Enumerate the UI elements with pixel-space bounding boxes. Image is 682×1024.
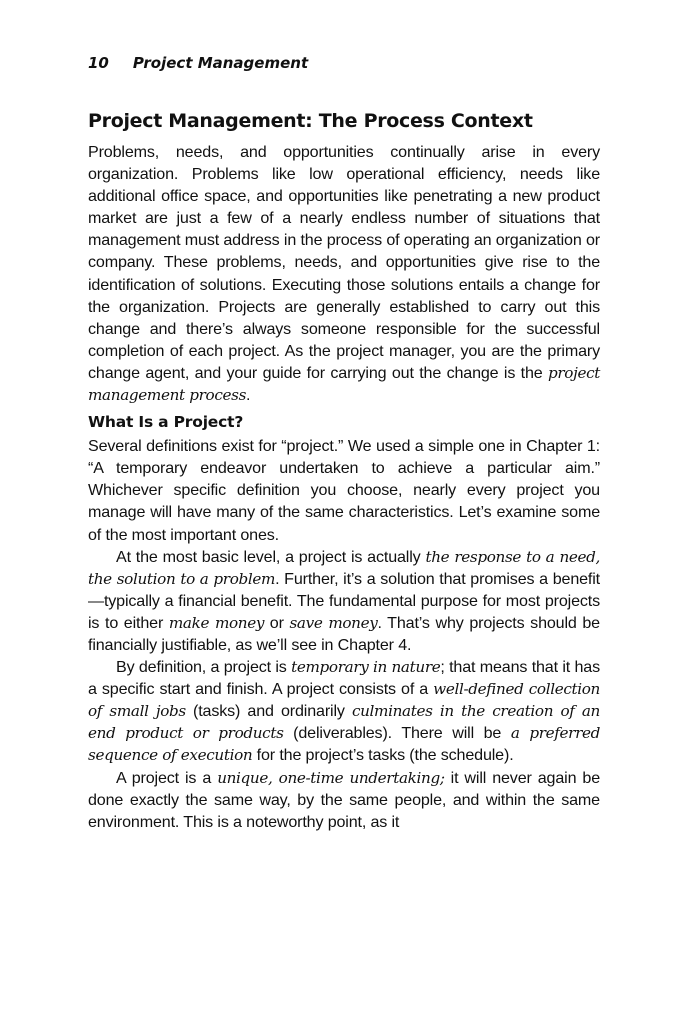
paragraph-process-context xyxy=(88,141,600,406)
italic-term: make money xyxy=(168,613,265,632)
running-title: Project Management xyxy=(132,54,309,72)
italic-term: a preferred sequence of execution xyxy=(88,724,601,765)
text-run: ; that means that it has a specific start and finish. A project consists of a xyxy=(88,658,600,699)
text-run: it will never again be done exactly the same way, by the same people, and within the same environment. This is a noteworthy point, as it xyxy=(88,768,600,831)
text-run: Several definitions exist for “project.” We used a simple one in Chapter 1: “A temporary endeavor undertaken to achieve a particular aim.” Whichever specific definition you choose, nearly every project you manage will have many of the same characteristics. Let’s examine some of the most important ones. xyxy=(88,437,600,544)
section-title: Project Management: The Process Context xyxy=(88,110,533,132)
text-run: for the project’s tasks (the schedule). xyxy=(252,746,514,765)
text-run: At the most basic level, a project is actually xyxy=(116,547,426,566)
text-run: Problems, needs, and opportunities continually arise in every organization. Problems like low operational efficiency, needs like additional office space, and opportunities like penetrating a new product market are just a few of a nearly endless number of situations that management must address in the process of operating an organization or company. These problems, needs, and opportunities give rise to the identification of solutions. Executing those solutions entails a change for the organization. Projects are generally established to carry out this change and there’s always someone responsible for the successful completion of each project. As the project manager, you are the primary change agent, and your guide for carrying out the change is the xyxy=(88,143,600,382)
italic-term: save money xyxy=(289,613,378,632)
paragraph-temporary-nature xyxy=(88,656,600,766)
text-run: . Further, it’s a solution that promises a benefit—typically a financial benefit. The fundamental purpose for most projects is to either xyxy=(88,569,600,632)
italic-term: culminates in the creation of an end product or products xyxy=(88,702,600,743)
text-run: By definition, a project is xyxy=(116,658,292,677)
italic-term: project management process xyxy=(88,363,600,405)
text-run: . xyxy=(246,386,251,405)
page-content xyxy=(88,110,600,833)
text-run: . That’s why projects should be financially justifiable, as we’ll see in Chapter 4. xyxy=(88,613,600,654)
paragraph-definitions xyxy=(88,435,600,545)
text-run: (deliverables). There will be xyxy=(283,724,511,743)
page-number: 10 xyxy=(88,54,109,72)
running-header xyxy=(88,54,308,72)
italic-term: well-defined collection of small jobs xyxy=(88,680,600,721)
text-run: (tasks) and ordinarily xyxy=(185,702,352,721)
italic-term: unique, one-time undertaking; xyxy=(217,768,445,787)
italic-term: temporary in nature xyxy=(291,658,441,677)
text-run: or xyxy=(264,613,290,632)
italic-term: the response to a need, the solution to a problem xyxy=(88,547,601,588)
subsection-title: What Is a Project? xyxy=(88,413,244,432)
text-run: A project is a xyxy=(116,768,218,787)
paragraph-basic-level xyxy=(88,546,600,656)
paragraph-unique-undertaking xyxy=(88,767,600,833)
